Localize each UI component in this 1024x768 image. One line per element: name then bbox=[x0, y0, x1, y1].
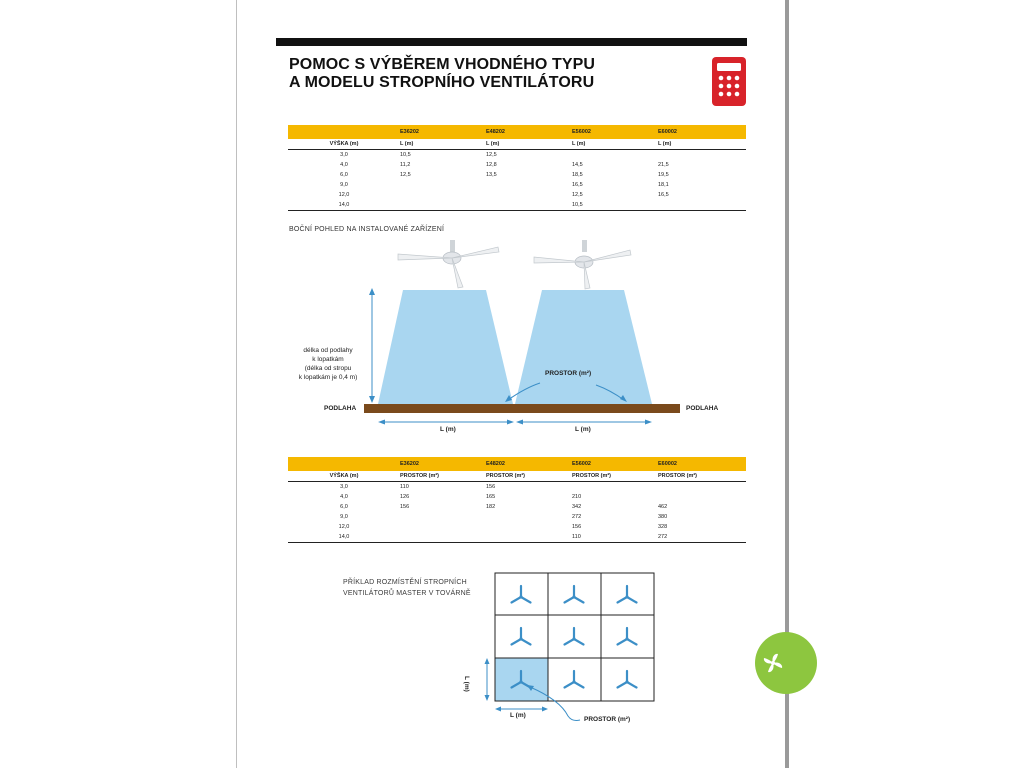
table-cell: 18,5 bbox=[572, 172, 583, 178]
table-cell: 12,0 bbox=[338, 192, 350, 198]
fan-icon bbox=[512, 586, 531, 603]
table-cell: 156 bbox=[572, 524, 582, 530]
section-tab bbox=[755, 632, 817, 694]
fan-icon bbox=[512, 628, 531, 645]
table2-model-3: E56002 bbox=[572, 457, 658, 471]
table-cell: 12,5 bbox=[572, 192, 583, 198]
fan-icon bbox=[565, 628, 584, 645]
diagram-caption: BOČNÍ POHLED NA INSTALOVANÉ ZAŘÍZENÍ bbox=[289, 226, 445, 233]
table-cell: 342 bbox=[572, 504, 582, 510]
table1-unit: L (m) bbox=[658, 139, 746, 150]
floor-label-left: PODLAHA bbox=[324, 405, 357, 412]
table-cell: 210 bbox=[572, 494, 582, 500]
table1-model-4: E60002 bbox=[658, 125, 746, 139]
table1-model-2: E48202 bbox=[486, 125, 572, 139]
table-cell: 11,2 bbox=[400, 162, 411, 168]
grid-caption-line: VENTILÁTORŮ MASTER V TOVÁRNĚ bbox=[343, 590, 471, 597]
grid-length-horizontal: L (m) bbox=[510, 712, 526, 719]
fan-icon bbox=[755, 632, 795, 694]
title-line-2: A MODELU STROPNÍHO VENTILÁTORU bbox=[289, 74, 595, 91]
table-cell: 156 bbox=[400, 504, 410, 510]
table-cell: 165 bbox=[486, 494, 496, 500]
table2-model-2: E48202 bbox=[486, 457, 572, 471]
height-note-line: k lopatkám je 0,4 m) bbox=[298, 374, 358, 381]
grid-caption-line: PŘÍKLAD ROZMÍSTĚNÍ STROPNÍCH bbox=[343, 579, 467, 586]
table-cell: 126 bbox=[400, 494, 410, 500]
table-cell: 4,0 bbox=[340, 162, 348, 168]
fan-icon bbox=[565, 671, 584, 688]
grid-length-vertical: L (m) bbox=[463, 676, 470, 692]
table-cell: 110 bbox=[400, 484, 409, 490]
table-cell: 110 bbox=[572, 532, 658, 543]
height-note-line: (délka od stropu bbox=[304, 365, 352, 372]
table2-unit: PROSTOR (m²) bbox=[572, 471, 658, 482]
table-cell: 19,5 bbox=[658, 172, 669, 178]
table-cell: 14,0 bbox=[288, 200, 400, 211]
table2-model-4: E60002 bbox=[658, 457, 746, 471]
table-cell: 272 bbox=[658, 532, 746, 543]
table-cell: 462 bbox=[658, 504, 668, 510]
table1-model-3: E56002 bbox=[572, 125, 658, 139]
table-cell: 10,5 bbox=[572, 200, 658, 211]
floor-label-right: PODLAHA bbox=[686, 405, 719, 412]
table1-unit: L (m) bbox=[572, 139, 658, 150]
table-cell: 272 bbox=[572, 514, 582, 520]
height-note-line: k lopatkám bbox=[312, 356, 344, 363]
table-cell: 6,0 bbox=[340, 504, 348, 510]
table-cell: 10,5 bbox=[400, 152, 411, 158]
height-note-line: délka od podlahy bbox=[303, 347, 353, 354]
title-line-1: POMOC S VÝBĚREM VHODNÉHO TYPU bbox=[289, 56, 596, 73]
table-cell: 156 bbox=[486, 484, 496, 490]
fan-icon bbox=[565, 586, 584, 603]
table-cell: 14,0 bbox=[288, 532, 400, 543]
table-cell: 328 bbox=[658, 524, 668, 530]
table2-unit: PROSTOR (m²) bbox=[658, 471, 746, 482]
length-label-right: L (m) bbox=[575, 426, 591, 433]
table-cell: 9,0 bbox=[340, 182, 348, 188]
table-cell: 12,5 bbox=[486, 152, 497, 158]
table-cell: 4,0 bbox=[340, 494, 348, 500]
fan-icon bbox=[618, 628, 637, 645]
table-cell: 21,5 bbox=[658, 162, 669, 168]
table-cell: 12,8 bbox=[486, 162, 497, 168]
table-cell: 3,0 bbox=[340, 484, 348, 490]
table1-height-header: VÝŠKA (m) bbox=[288, 139, 400, 150]
grid-space-label: PROSTOR (m²) bbox=[584, 716, 631, 723]
table2-model-1: E36202 bbox=[400, 457, 486, 471]
fan-icon bbox=[618, 586, 637, 603]
fan-icon bbox=[618, 671, 637, 688]
table-cell: 12,5 bbox=[400, 172, 411, 178]
table2-unit: PROSTOR (m²) bbox=[400, 471, 486, 482]
table2-height-header: VÝŠKA (m) bbox=[288, 471, 400, 482]
length-label-left: L (m) bbox=[440, 426, 456, 433]
table-cell: 13,5 bbox=[486, 172, 497, 178]
table1-unit: L (m) bbox=[486, 139, 572, 150]
table-cell: 14,5 bbox=[572, 162, 583, 168]
table-cell: 6,0 bbox=[340, 172, 348, 178]
table-cell: 182 bbox=[486, 504, 496, 510]
table-cell: 18,1 bbox=[658, 182, 669, 188]
table-cell: 12,0 bbox=[338, 524, 350, 530]
table1-unit: L (m) bbox=[400, 139, 486, 150]
table1-model-1: E36202 bbox=[400, 125, 486, 139]
table-cell: 380 bbox=[658, 514, 668, 520]
table-cell: 9,0 bbox=[340, 514, 348, 520]
table2-unit: PROSTOR (m²) bbox=[486, 471, 572, 482]
table-cell: 3,0 bbox=[340, 152, 348, 158]
table-cell: 16,5 bbox=[658, 192, 669, 198]
space-label: PROSTOR (m²) bbox=[545, 370, 592, 377]
table-cell: 16,5 bbox=[572, 182, 583, 188]
